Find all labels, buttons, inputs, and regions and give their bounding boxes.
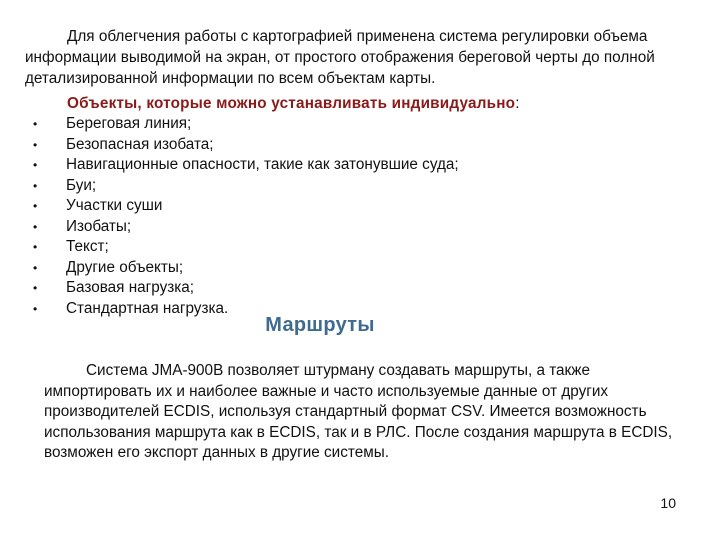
list-item-text: Береговая линия; bbox=[66, 115, 192, 132]
list-item bbox=[30, 278, 670, 299]
list-item bbox=[30, 217, 670, 238]
bullet-icon: • bbox=[33, 281, 38, 295]
bullet-icon: • bbox=[33, 158, 38, 172]
bullet-icon: • bbox=[33, 178, 38, 193]
list-item bbox=[30, 196, 670, 217]
list-item-text: Участки суши bbox=[66, 197, 163, 214]
list-item-text: Базовая нагрузка; bbox=[66, 279, 195, 296]
list-item-text: Текст; bbox=[66, 238, 109, 255]
routes-title: Маршруты bbox=[265, 314, 375, 336]
page-number: 10 bbox=[660, 495, 676, 511]
list-item bbox=[30, 114, 670, 135]
list-item bbox=[30, 176, 670, 197]
bullet-icon: • bbox=[33, 219, 38, 234]
bullet-icon: • bbox=[33, 260, 38, 275]
objects-heading bbox=[67, 94, 520, 114]
objects-heading-text: Объекты, которые можно устанавливать индивидуально bbox=[67, 95, 516, 112]
bullet-icon: • bbox=[33, 137, 38, 152]
list-item bbox=[30, 237, 670, 258]
routes-paragraph: Система JMA-900B позволяет штурману создавать маршруты, а также импортировать их и наиболее важные и часто используемые данные от других производителей ECDIS, используя стандартный формат CSV. Имеется возможность использования маршрута как в ECDIS, так и в РЛС. После создания маршрута в ECDIS, возможен его экспорт данных в другие системы. bbox=[44, 362, 673, 461]
objects-list bbox=[30, 114, 670, 319]
list-item bbox=[30, 155, 670, 176]
intro-paragraph: Для облегчения работы с картографией применена система регулировки объема информации выводимой на экран, от простого отображения береговой черты до полной детализированной информации по всем объектам карты. bbox=[25, 28, 655, 87]
bullet-icon: • bbox=[33, 117, 38, 131]
list-item bbox=[30, 135, 670, 156]
list-item-text: Навигационные опасности, такие как затонувшие суда; bbox=[66, 156, 459, 173]
list-item bbox=[30, 258, 670, 279]
list-item-text: Безопасная изобата; bbox=[66, 135, 214, 153]
list-item-text: Буи; bbox=[66, 176, 97, 194]
list-item-text: Изобаты; bbox=[66, 217, 132, 235]
bullet-icon: • bbox=[33, 199, 38, 213]
bullet-icon: • bbox=[33, 301, 38, 316]
list-item-text: Другие объекты; bbox=[66, 258, 184, 276]
objects-heading-colon: : bbox=[515, 95, 520, 112]
list-item-text: Стандартная нагрузка. bbox=[66, 299, 229, 317]
bullet-icon: • bbox=[33, 240, 38, 254]
